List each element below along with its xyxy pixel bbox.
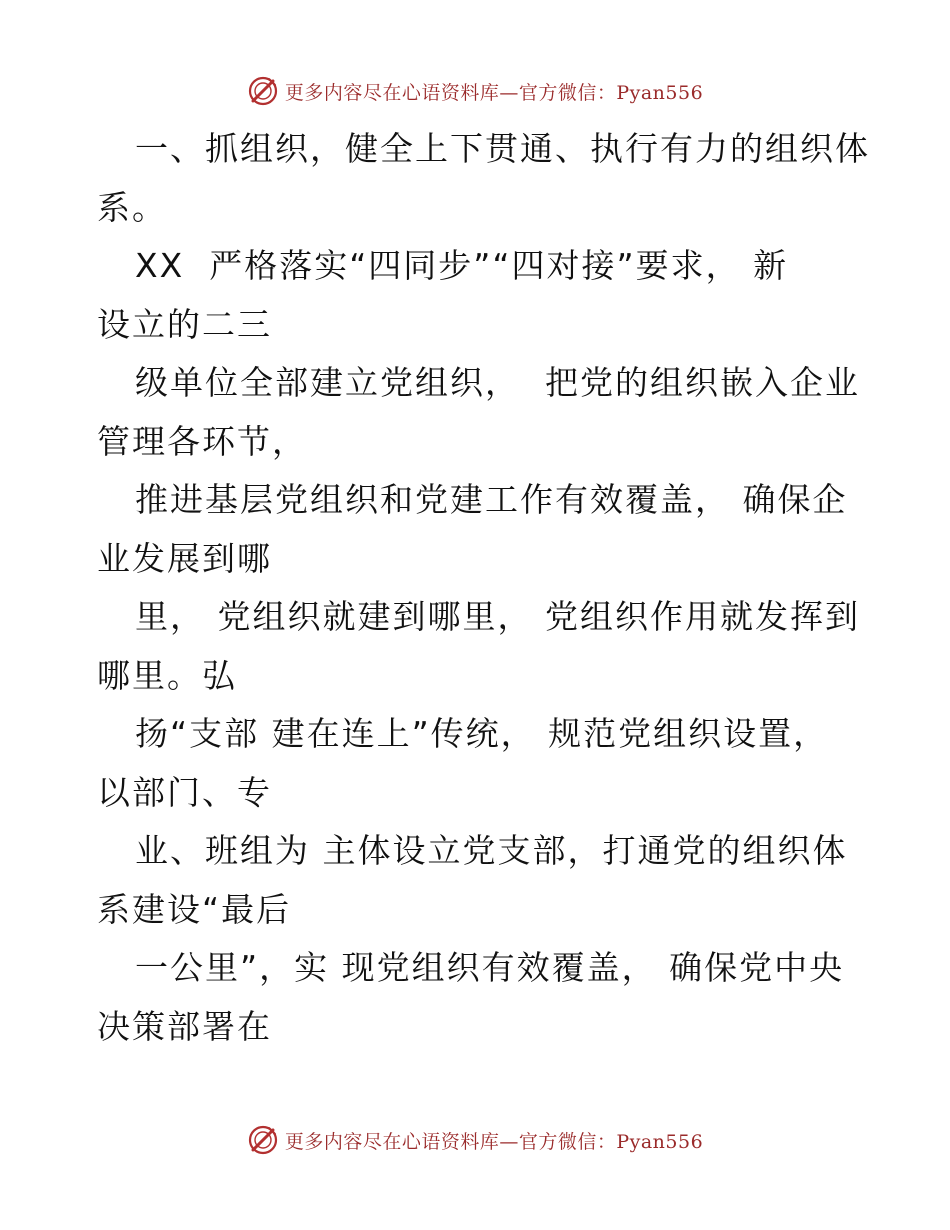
- body-line: 业发展到哪: [97, 538, 272, 578]
- header-watermark-banner: [0, 71, 950, 111]
- body-line: 推进基层党组织和党建工作有效覆盖， 确保企: [135, 480, 848, 519]
- body-line: 扬“支部 建在连上”传统， 规范党组织设置，: [135, 714, 829, 753]
- body-line: 哪里。弘: [97, 655, 237, 695]
- body-line: 一、抓组织，健全上下贯通、执行有力的组织体: [135, 129, 870, 168]
- body-line: 设立的二三: [97, 304, 272, 344]
- footer-watermark-text: 更多内容尽在心语资料库—官方微信：Pyan556: [284, 1130, 704, 1153]
- body-line: 以部门、专: [97, 772, 272, 812]
- body-line: 管理各环节，: [97, 421, 307, 461]
- document-body: [97, 120, 870, 1056]
- body-line: XX 严格落实“四同步”“四对接”要求， 新: [135, 246, 789, 285]
- seal-logo-icon: [247, 1124, 279, 1156]
- seal-logo-icon: [247, 75, 279, 107]
- body-line: 级单位全部建立党组织， 把党的组织嵌入企业: [135, 363, 860, 402]
- body-line: 系建设“最后: [97, 889, 292, 929]
- header-watermark-text: 更多内容尽在心语资料库—官方微信：Pyan556: [284, 81, 704, 104]
- body-line: 里， 党组织就建到哪里， 党组织作用就发挥到: [135, 597, 860, 636]
- body-line: 一公里”，实 现党组织有效覆盖， 确保党中央: [135, 948, 845, 987]
- body-line: 系。: [97, 187, 167, 227]
- body-line: 决策部署在: [97, 1006, 272, 1046]
- footer-watermark-banner: [0, 1120, 950, 1160]
- body-line: 业、班组为 主体设立党支部，打通党的组织体: [135, 831, 848, 870]
